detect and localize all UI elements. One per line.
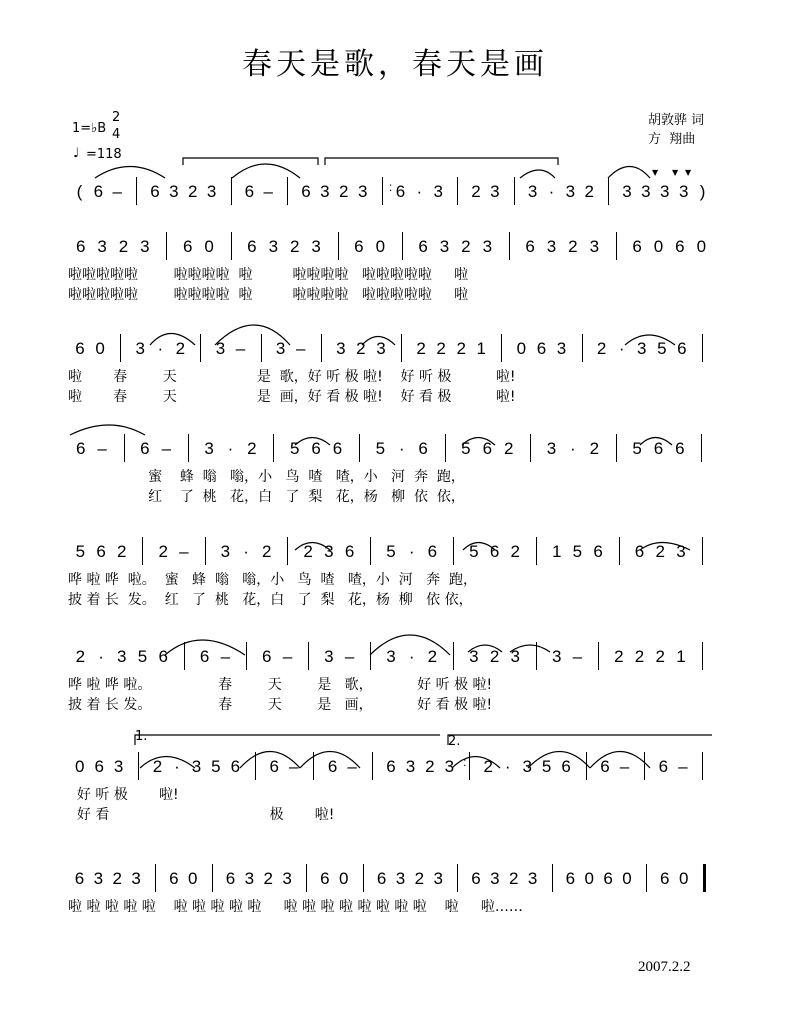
slur — [150, 334, 195, 346]
score-note: 5 — [469, 542, 479, 561]
score-note: 3 — [191, 757, 202, 776]
score-note: 6 — [376, 869, 387, 888]
slur — [362, 337, 395, 346]
score-note: 6 — [244, 182, 255, 201]
score-note: 6 — [418, 237, 428, 256]
score-note: · — [416, 182, 423, 201]
score-note: 2 — [158, 542, 168, 561]
score-note: · — [398, 439, 405, 458]
score-note: 0 — [204, 237, 214, 256]
score-note: – — [161, 439, 172, 458]
score-note: 2 — [152, 757, 163, 776]
volta-bracket — [135, 735, 440, 745]
score-note: 3 — [169, 182, 179, 201]
score-note: 3 — [469, 647, 479, 666]
date-stamp: 2007.2.2 — [638, 959, 691, 975]
slur — [240, 752, 300, 769]
score-note: 2 — [263, 869, 273, 888]
score-note: 6 — [603, 869, 613, 888]
score-note: 6 — [565, 869, 576, 888]
score-note: 3 — [546, 439, 557, 458]
score-note: 6 — [158, 647, 168, 666]
score-note: 2 — [247, 439, 257, 458]
lyric-line-2: 啦啦啦啦啦 啦啦啦啦 啦 啦啦啦啦 啦啦啦啦啦 啦 — [68, 287, 469, 303]
slur — [640, 438, 672, 446]
score-note: 3 — [93, 869, 104, 888]
composer-credit: 方 翔曲 — [648, 132, 696, 147]
score-note: · — [618, 339, 625, 358]
score-note: – — [235, 339, 246, 358]
score-note: 3 — [324, 542, 334, 561]
score-note: 3 — [215, 339, 226, 358]
score-note: – — [263, 182, 273, 201]
score-note: 2 — [655, 542, 665, 561]
slur — [452, 757, 500, 769]
score-note: 6 — [677, 339, 687, 358]
score-note: 5 — [461, 439, 471, 458]
score-note: 3 — [522, 757, 532, 776]
score-note: 3 — [395, 869, 406, 888]
score-note: 3 — [551, 647, 562, 666]
score-note: 2 — [175, 339, 186, 358]
score-note: 6 — [74, 869, 85, 888]
lyric-line-2: 红 了 桃 花，白 了 梨 花，杨 柳 依 依， — [68, 489, 465, 505]
accent-mark: ▼ — [672, 168, 679, 177]
score-note: 5 — [386, 542, 396, 561]
score-note: 6 — [182, 237, 193, 256]
score-note: 3 — [336, 339, 346, 358]
score-note: 0 — [339, 869, 349, 888]
score-note: 2 — [356, 339, 366, 358]
score-note: 6 — [482, 439, 493, 458]
score-note: 2 — [118, 237, 129, 256]
score-note: 2 — [75, 647, 86, 666]
slur — [370, 635, 450, 655]
score-note: 2 — [655, 647, 665, 666]
score-note: 2 — [614, 647, 624, 666]
time-signature-top: 2 — [112, 110, 121, 125]
score-note: 6 — [418, 439, 428, 458]
score-note: 5 — [211, 757, 221, 776]
volta-bracket — [448, 735, 712, 745]
slur — [165, 640, 245, 655]
score-note: 2 — [436, 339, 446, 358]
score-note: 3 — [676, 542, 686, 561]
score-note: 3 — [324, 647, 334, 666]
slur — [510, 645, 550, 652]
score-note: 0 — [622, 869, 632, 888]
score-note: 3 — [660, 182, 670, 201]
score-note: 5 — [572, 542, 583, 561]
score-note: 2 — [117, 542, 127, 561]
score-note: 2 — [584, 182, 594, 201]
score-note: 6 — [675, 237, 685, 256]
score-note: 6 — [658, 757, 669, 776]
score-note: 2 — [461, 237, 471, 256]
score-note: 3 — [527, 869, 538, 888]
score-note: 5 — [657, 339, 667, 358]
slur — [95, 167, 165, 179]
slur — [462, 438, 495, 446]
score-note: 3 — [220, 542, 231, 561]
score-note: 0 — [74, 757, 85, 776]
slur — [520, 170, 555, 178]
lyric-line-2: 披 着 长 发。 春 天 是 画， 好 看 极 啦! — [68, 697, 493, 713]
score-note: 6 — [600, 757, 610, 776]
score-note: 6 — [75, 339, 85, 358]
score-note: 3 — [386, 647, 396, 666]
score-note: 6 — [140, 439, 150, 458]
score-note: 2 — [112, 869, 122, 888]
repeat-dots: : — [388, 180, 393, 194]
score-note: 3 — [622, 182, 632, 201]
score-note: 6 — [660, 869, 670, 888]
score-note: 6 — [94, 757, 104, 776]
score-note: 6 — [561, 757, 571, 776]
accent-mark: ▼ — [652, 168, 659, 177]
score-note: 5 — [632, 439, 642, 458]
slur — [300, 752, 360, 769]
score-note: 3 — [637, 339, 647, 358]
score-note: – — [112, 182, 122, 201]
tempo-marking: =118 — [86, 147, 122, 162]
score-note: – — [347, 757, 357, 776]
score-note: 6 — [75, 237, 86, 256]
lyric-line-1: 蜜 蜂 嗡 嗡，小 鸟 喳 喳，小 河 奔 跑， — [68, 469, 465, 485]
score-note: 2 — [471, 182, 481, 201]
score-note: 6 — [634, 542, 645, 561]
score-note: 3 — [433, 182, 443, 201]
score-note: 0 — [696, 237, 707, 256]
score-note: 0 — [516, 339, 527, 358]
lyric-line-1: 哗 啦 哗 啦。 春 天 是 歌， 好 听 极 啦! — [68, 677, 493, 693]
slur — [215, 325, 290, 345]
score-note: ) — [699, 182, 706, 201]
score-note: – — [282, 647, 293, 666]
score-note: 6 — [230, 757, 241, 776]
score-note: 6 — [225, 869, 236, 888]
score-note: 3 — [275, 339, 286, 358]
score-note: 6 — [199, 647, 210, 666]
score-note: 2 — [568, 237, 578, 256]
score-note: 3 — [113, 757, 124, 776]
score-note: – — [220, 647, 231, 666]
score-note: 2 — [339, 182, 349, 201]
slur — [528, 752, 590, 769]
score-note: – — [288, 757, 299, 776]
slur — [590, 752, 650, 769]
score-note: 2 — [589, 439, 600, 458]
volta-2-label: 2. — [448, 734, 461, 749]
score-note: 6 — [269, 757, 279, 776]
score-note: 3 — [527, 182, 538, 201]
score-note: 0 — [95, 339, 105, 358]
score-note: 3 — [439, 237, 450, 256]
score-note: 5 — [375, 439, 386, 458]
score-note: – — [295, 339, 306, 358]
slur — [232, 164, 300, 178]
score-note: 6 — [653, 439, 664, 458]
score-note: · — [174, 757, 180, 776]
score-note: 6 — [675, 439, 685, 458]
score-note: 2 — [634, 647, 645, 666]
score-note: 3 — [641, 182, 651, 201]
score-note: 3 — [556, 339, 567, 358]
slur — [625, 335, 675, 345]
slur — [463, 543, 495, 551]
score-note: 3 — [546, 237, 557, 256]
score-note: 0 — [584, 869, 594, 888]
repeat-dots: : — [463, 755, 467, 769]
score-note: 3 — [482, 237, 493, 256]
score-note: 3 — [444, 757, 455, 776]
score-note: 6 — [593, 542, 603, 561]
score-note: 3 — [206, 182, 217, 201]
score-note: 2 — [416, 339, 426, 358]
score-note: · — [98, 647, 104, 666]
score-note: 3 — [268, 237, 279, 256]
score-note: 3 — [311, 237, 321, 256]
score-note: 3 — [376, 339, 386, 358]
score-note: – — [678, 757, 688, 776]
tuplet-bracket — [183, 158, 318, 165]
score-note: 2 — [262, 542, 272, 561]
score-note: 2 — [289, 237, 300, 256]
score-note: 0 — [678, 869, 689, 888]
score-note: 6 — [75, 439, 86, 458]
score-note: 6 — [327, 757, 338, 776]
score-note: 3 — [320, 182, 330, 201]
score-note: – — [619, 757, 630, 776]
slur — [608, 167, 650, 179]
score-note: 0 — [653, 237, 664, 256]
score-note: 2 — [425, 757, 435, 776]
score-note: · — [548, 182, 555, 201]
lyric-line-1: 啦 春 天 是 歌，好 听 极 啦! 好 听 极 啦! — [68, 369, 516, 385]
slur — [640, 543, 690, 551]
score-note: 6 — [344, 542, 355, 561]
score-note: · — [227, 439, 234, 458]
score-note: 6 — [311, 439, 321, 458]
lyricist-credit: 胡敦骅 词 — [648, 113, 705, 128]
score-note: 2 — [188, 182, 198, 201]
score-note: – — [179, 542, 189, 561]
score-note: 0 — [188, 869, 198, 888]
score-note: 6 — [93, 182, 104, 201]
score-note: – — [97, 439, 107, 458]
score-note: 3 — [140, 237, 150, 256]
score-note: 3 — [97, 237, 107, 256]
score-note: 6 — [247, 237, 257, 256]
score-note: 2 — [427, 647, 438, 666]
slur — [295, 438, 330, 446]
tuplet-bracket — [325, 158, 558, 165]
score-note: 1 — [551, 542, 562, 561]
score-note: ( — [76, 182, 83, 201]
accent-mark: ▼ — [685, 168, 692, 177]
score-note: 3 — [135, 339, 145, 358]
score-note: 3 — [565, 182, 576, 201]
score-note: 5 — [541, 757, 552, 776]
slur — [295, 543, 330, 551]
score-note: 2 — [483, 757, 493, 776]
score-note: 6 — [262, 647, 272, 666]
score-note: 2 — [489, 647, 500, 666]
score-note: – — [572, 647, 583, 666]
song-title: 春天是歌，春天是画 — [242, 47, 548, 82]
score-note: 6 — [150, 182, 160, 201]
score-note: 3 — [678, 182, 689, 201]
score-note: 6 — [96, 542, 106, 561]
score-note: 6 — [471, 869, 481, 888]
score-note: 6 — [395, 182, 406, 201]
score-note: 2 — [414, 869, 425, 888]
score-note: 3 — [589, 237, 600, 256]
quarter-note-icon: ♩ — [73, 146, 80, 161]
score-note: 2 — [303, 542, 313, 561]
score-note: 3 — [490, 182, 500, 201]
score-note: 3 — [510, 647, 520, 666]
slur — [70, 425, 145, 435]
score-note: · — [408, 647, 415, 666]
score-note: 3 — [244, 869, 255, 888]
score-note: 5 — [289, 439, 300, 458]
score-note: 5 — [75, 542, 86, 561]
score-note: 1 — [676, 647, 686, 666]
score-note: 1 — [476, 339, 487, 358]
score-note: 3 — [357, 182, 368, 201]
score-note: · — [570, 439, 576, 458]
slur — [140, 757, 195, 769]
score-note: 6 — [320, 869, 330, 888]
lyric-line-2: 好 看 极 啦! — [68, 807, 335, 823]
score-note: 6 — [525, 237, 535, 256]
score-note: · — [408, 542, 415, 561]
score-note: 3 — [117, 647, 127, 666]
score-note: 3 — [405, 757, 416, 776]
score-note: 6 — [536, 339, 547, 358]
lyric-line-1: 啦啦啦啦啦 啦啦啦啦 啦 啦啦啦啦 啦啦啦啦啦 啦 — [68, 267, 469, 283]
score-note: 6 — [301, 182, 311, 201]
score-note: 2 — [503, 439, 514, 458]
score-note: · — [504, 757, 511, 776]
slur — [468, 645, 502, 652]
key-signature: 1=♭B — [72, 121, 107, 136]
time-signature-bottom: 4 — [112, 127, 121, 142]
score-note: · — [157, 339, 164, 358]
score-note: 5 — [137, 647, 148, 666]
score-note: 2 — [596, 339, 607, 358]
score-note: 6 — [632, 237, 642, 256]
volta-1-label: 1. — [135, 729, 148, 744]
lyric-line-2: 披 着 长 发。 红 了 桃 花，白 了 梨 花，杨 柳 依 依， — [68, 592, 473, 608]
score-note: 3 — [282, 869, 292, 888]
score-note: 6 — [354, 237, 364, 256]
lyric-line-1: 好 听 极 啦! — [68, 787, 179, 803]
score-note: 3 — [131, 869, 141, 888]
score-note: 6 — [169, 869, 179, 888]
score-note: 2 — [456, 339, 466, 358]
score-note: 3 — [204, 439, 214, 458]
score-note: 6 — [427, 542, 438, 561]
score-note: 6 — [489, 542, 500, 561]
score-note: 3 — [490, 869, 500, 888]
score-note: – — [344, 647, 355, 666]
score-note: 0 — [375, 237, 386, 256]
lyric-line-1: 啦 啦 啦 啦 啦 啦 啦 啦 啦 啦 啦 啦 啦 啦 啦 啦 啦 啦 啦 啦…… — [68, 899, 523, 915]
score-note: 3 — [433, 869, 443, 888]
score-note: 2 — [509, 869, 519, 888]
score-note: · — [243, 542, 249, 561]
score-note: 6 — [386, 757, 396, 776]
lyric-line-1: 哗 啦 哗 啦。 蜜 蜂 嗡 嗡，小 鸟 喳 喳，小 河 奔 跑， — [68, 572, 478, 588]
score-note: 6 — [332, 439, 343, 458]
lyric-line-2: 啦 春 天 是 画，好 看 极 啦! 好 看 极 啦! — [68, 389, 516, 405]
score-note: 2 — [510, 542, 520, 561]
